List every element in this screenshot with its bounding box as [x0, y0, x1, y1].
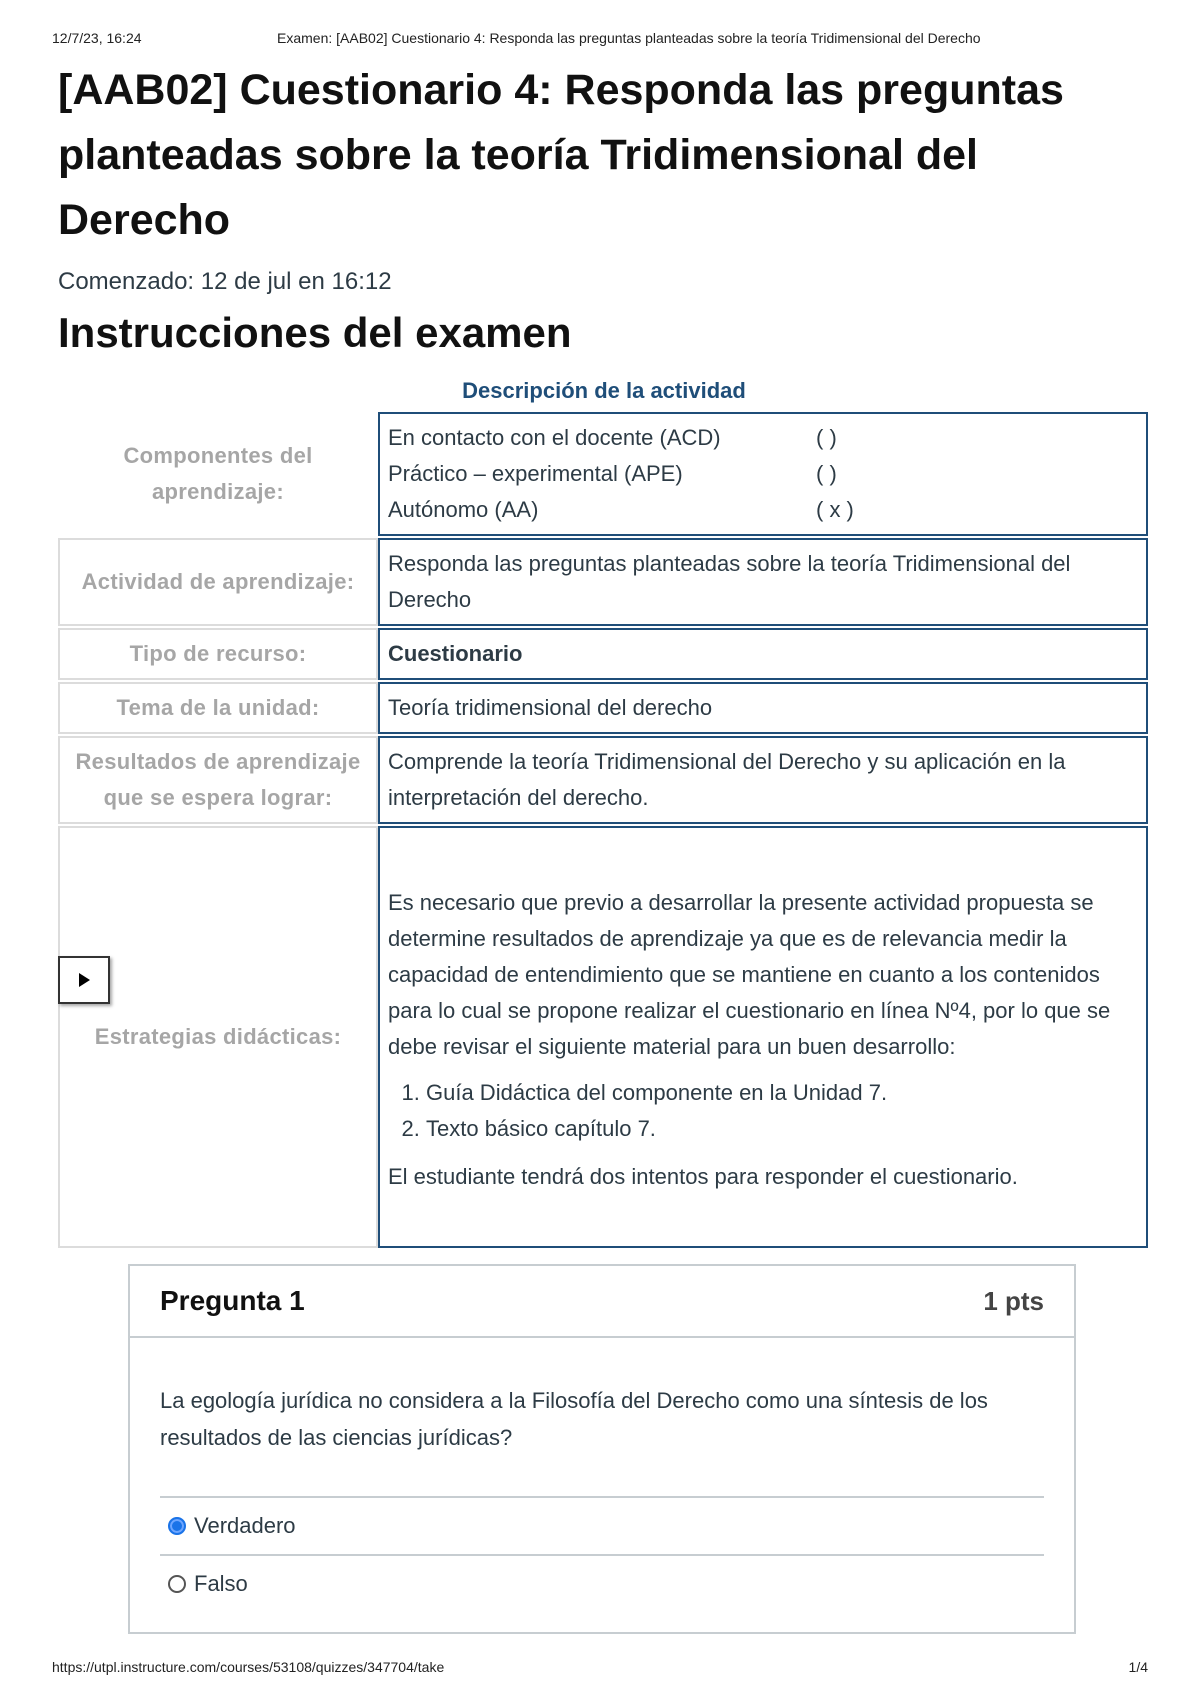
activity-label: Actividad de aprendizaje: — [58, 538, 378, 626]
component-mark: ( x ) — [816, 497, 854, 522]
results-value: Comprende la teoría Tridimensional del Derecho y su aplicación en la interpretación del derecho. — [378, 736, 1148, 824]
print-page-number: 1/4 — [1128, 1659, 1148, 1675]
answer-label: Verdadero — [194, 1513, 296, 1538]
radio-checked-icon[interactable] — [168, 1517, 186, 1535]
components-label: Componentes del aprendizaje: — [123, 443, 313, 504]
print-header — [52, 30, 1148, 50]
question-text: La egología jurídica no considera a la Filosofía del Derecho como una síntesis de los resultados de las ciencias jurídicas? — [160, 1388, 988, 1450]
strategies-note: El estudiante tendrá dos intentos para responder el cuestionario. — [388, 1164, 1018, 1189]
question-body — [130, 1338, 1074, 1612]
component-line — [388, 492, 1138, 528]
component-line — [388, 456, 1138, 492]
play-icon — [79, 973, 90, 987]
instructions-heading: Instrucciones del examen — [58, 309, 572, 356]
table-row — [58, 736, 1148, 824]
component-mark: ( ) — [816, 425, 837, 450]
table-row — [58, 538, 1148, 626]
question-card — [128, 1264, 1076, 1634]
print-footer — [52, 1659, 1148, 1679]
resource-value: Cuestionario — [378, 628, 1148, 680]
strategies-paragraph: Es necesario que previo a desarrollar la presente actividad propuesta se determine resultados de aprendizaje ya que es de relevancia medir la capacidad de entendimiento que se mantiene en cuanto a los contenidos para lo cual se propone realizar el cuestionario en línea Nº4, por lo que se debe revisar el siguiente material para un buen desarrollo: — [388, 890, 1111, 1059]
results-label: Resultados de aprendizaje que se espera lograr: — [58, 736, 378, 824]
print-url: https://utpl.instructure.com/courses/53108/quizzes/347704/take — [52, 1659, 445, 1675]
resource-label: Tipo de recurso: — [58, 628, 378, 680]
list-item: 1. Guía Didáctica del componente en la Unidad 7. — [426, 1075, 1138, 1111]
table-row — [58, 412, 1148, 536]
print-date: 12/7/23, 16:24 — [52, 30, 142, 46]
question-title: Pregunta 1 — [160, 1285, 305, 1316]
print-doc-title: Examen: [AAB02] Cuestionario 4: Responda las preguntas planteadas sobre la teoría Tridimensional del Derecho — [277, 30, 981, 46]
component-name: Práctico – experimental (APE) — [388, 461, 683, 486]
activity-value: Responda las preguntas planteadas sobre la teoría Tridimensional del Derecho — [378, 538, 1148, 626]
topic-label: Tema de la unidad: — [58, 682, 378, 734]
table-row — [58, 826, 1148, 1248]
component-mark: ( ) — [816, 461, 837, 486]
component-name: En contacto con el docente (ACD) — [388, 425, 721, 450]
activity-caption: Descripción de la actividad — [462, 378, 746, 403]
answer-label: Falso — [194, 1571, 248, 1596]
answer-option-falso[interactable] — [160, 1554, 1044, 1612]
question-header — [130, 1266, 1074, 1338]
components-value — [378, 412, 1148, 536]
component-name: Autónomo (AA) — [388, 497, 539, 522]
strategies-label: Estrategias didácticas: — [58, 826, 378, 1248]
started-time: Comenzado: 12 de jul en 16:12 — [58, 268, 392, 295]
question-points: 1 pts — [983, 1285, 1044, 1316]
table-row — [58, 628, 1148, 680]
radio-unchecked-icon[interactable] — [168, 1575, 186, 1593]
component-line — [388, 420, 1138, 456]
strategies-list — [388, 1075, 1138, 1147]
activity-table — [58, 410, 1148, 1250]
topic-value: Teoría tridimensional del derecho — [378, 682, 1148, 734]
page-title: [AAB02] Cuestionario 4: Responda las preguntas planteadas sobre la teoría Tridimensional del Derecho — [58, 66, 1064, 244]
table-row — [58, 682, 1148, 734]
list-item: 2. Texto básico capítulo 7. — [426, 1111, 1138, 1147]
strategies-value — [378, 826, 1148, 1248]
play-button[interactable] — [58, 956, 110, 1004]
answer-option-verdadero[interactable] — [160, 1496, 1044, 1554]
